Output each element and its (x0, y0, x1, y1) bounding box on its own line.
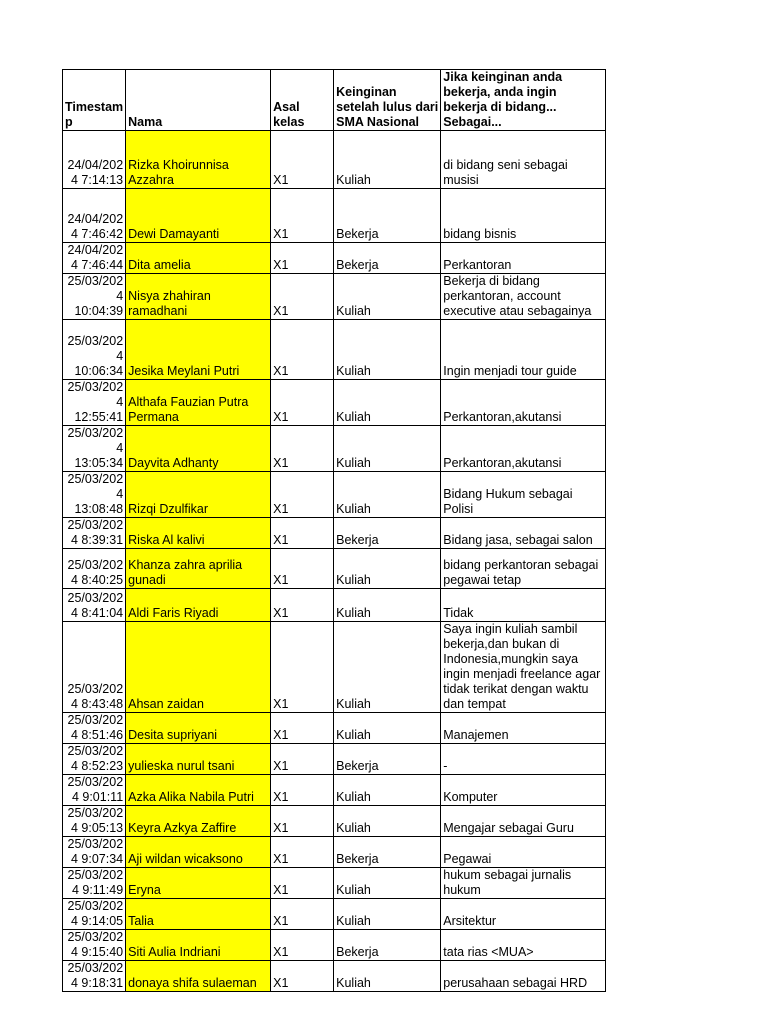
cell-nama: Aji wildan wicaksono (126, 837, 271, 868)
cell-asal-kelas: X1 (271, 189, 334, 243)
table-row (63, 775, 606, 806)
cell-timestamp: 25/03/202 4 9:11:49 (63, 868, 126, 899)
cell-keterangan: Komputer (441, 775, 606, 806)
table-row (63, 426, 606, 472)
table-row (63, 589, 606, 622)
cell-keterangan: tata rias <MUA> (441, 930, 606, 961)
cell-timestamp: 25/03/202 4 8:43:48 (63, 622, 126, 713)
cell-timestamp: 25/03/202 4 8:39:31 (63, 518, 126, 549)
cell-keterangan: Mengajar sebagai Guru (441, 806, 606, 837)
cell-nama: Nisya zhahiran ramadhani (126, 274, 271, 320)
cell-keinginan: Kuliah (334, 961, 441, 992)
cell-nama: Dita amelia (126, 243, 271, 274)
cell-asal-kelas: X1 (271, 243, 334, 274)
cell-keterangan: hukum sebagai jurnalis hukum (441, 868, 606, 899)
cell-asal-kelas: X1 (271, 622, 334, 713)
cell-keinginan: Kuliah (334, 380, 441, 426)
cell-timestamp: 25/03/202 4 9:15:40 (63, 930, 126, 961)
cell-keinginan: Kuliah (334, 713, 441, 744)
cell-nama: donaya shifa sulaeman (126, 961, 271, 992)
cell-nama: Talia (126, 899, 271, 930)
cell-keinginan: Kuliah (334, 131, 441, 189)
cell-keinginan: Bekerja (334, 744, 441, 775)
header-row (63, 70, 606, 131)
cell-nama: Riska Al kalivi (126, 518, 271, 549)
cell-asal-kelas: X1 (271, 713, 334, 744)
cell-keterangan: Perkantoran,akutansi (441, 426, 606, 472)
cell-timestamp: 25/03/202 4 9:18:31 (63, 961, 126, 992)
cell-keinginan: Kuliah (334, 775, 441, 806)
cell-keterangan: Bidang jasa, sebagai salon (441, 518, 606, 549)
cell-timestamp: 25/03/202 4 10:06:34 (63, 320, 126, 380)
cell-keinginan: Kuliah (334, 472, 441, 518)
cell-asal-kelas: X1 (271, 589, 334, 622)
table-row (63, 274, 606, 320)
cell-nama: Desita supriyani (126, 713, 271, 744)
cell-keterangan: Manajemen (441, 713, 606, 744)
cell-asal-kelas: X1 (271, 320, 334, 380)
cell-keterangan: perusahaan sebagai HRD (441, 961, 606, 992)
header-asal-kelas: Asal kelas (271, 70, 334, 131)
cell-timestamp: 25/03/202 4 8:41:04 (63, 589, 126, 622)
cell-keinginan: Kuliah (334, 426, 441, 472)
cell-timestamp: 25/03/202 4 8:51:46 (63, 713, 126, 744)
cell-nama: Dayvita Adhanty (126, 426, 271, 472)
cell-keterangan: Tidak (441, 589, 606, 622)
cell-keinginan: Bekerja (334, 243, 441, 274)
cell-nama: Khanza zahra aprilia gunadi (126, 549, 271, 589)
cell-keterangan: Perkantoran,akutansi (441, 380, 606, 426)
cell-nama: yulieska nurul tsani (126, 744, 271, 775)
cell-nama: Althafa Fauzian Putra Permana (126, 380, 271, 426)
cell-keterangan: Arsitektur (441, 899, 606, 930)
cell-timestamp: 25/03/202 4 9:05:13 (63, 806, 126, 837)
cell-keterangan: Ingin menjadi tour guide (441, 320, 606, 380)
table-row (63, 518, 606, 549)
cell-asal-kelas: X1 (271, 930, 334, 961)
table-row (63, 899, 606, 930)
cell-asal-kelas: X1 (271, 274, 334, 320)
cell-timestamp: 25/03/202 4 9:01:11 (63, 775, 126, 806)
cell-keinginan: Bekerja (334, 189, 441, 243)
cell-timestamp: 25/03/202 4 8:40:25 (63, 549, 126, 589)
cell-keterangan: bidang perkantoran sebagai pegawai tetap (441, 549, 606, 589)
cell-timestamp: 24/04/202 4 7:46:42 (63, 189, 126, 243)
cell-nama: Dewi Damayanti (126, 189, 271, 243)
cell-nama: Ahsan zaidan (126, 622, 271, 713)
cell-keinginan: Kuliah (334, 899, 441, 930)
cell-asal-kelas: X1 (271, 806, 334, 837)
cell-keterangan: Bekerja di bidang perkantoran, account executive atau sebagainya (441, 274, 606, 320)
header-jika: Jika keinginan anda bekerja, anda ingin bekerja di bidang... Sebagai... (441, 70, 606, 131)
cell-asal-kelas: X1 (271, 380, 334, 426)
cell-timestamp: 25/03/202 4 12:55:41 (63, 380, 126, 426)
cell-nama: Aldi Faris Riyadi (126, 589, 271, 622)
table-row (63, 131, 606, 189)
cell-keinginan: Kuliah (334, 589, 441, 622)
cell-keinginan: Kuliah (334, 868, 441, 899)
table-row (63, 961, 606, 992)
table-row (63, 549, 606, 589)
cell-keterangan: Bidang Hukum sebagai Polisi (441, 472, 606, 518)
cell-asal-kelas: X1 (271, 744, 334, 775)
table-row (63, 189, 606, 243)
header-nama: Nama (126, 70, 271, 131)
header-timestamp: Timestam p (63, 70, 126, 131)
cell-timestamp: 25/03/202 4 8:52:23 (63, 744, 126, 775)
cell-keinginan: Kuliah (334, 274, 441, 320)
cell-timestamp: 25/03/202 4 9:14:05 (63, 899, 126, 930)
cell-asal-kelas: X1 (271, 549, 334, 589)
cell-keterangan: Pegawai (441, 837, 606, 868)
table-row (63, 320, 606, 380)
table-row (63, 806, 606, 837)
cell-timestamp: 25/03/202 4 13:05:34 (63, 426, 126, 472)
table-row (63, 837, 606, 868)
cell-asal-kelas: X1 (271, 899, 334, 930)
table-row (63, 868, 606, 899)
table-row (63, 472, 606, 518)
cell-asal-kelas: X1 (271, 426, 334, 472)
cell-timestamp: 25/03/202 4 13:08:48 (63, 472, 126, 518)
cell-keinginan: Bekerja (334, 930, 441, 961)
cell-keinginan: Kuliah (334, 622, 441, 713)
table-row (63, 243, 606, 274)
cell-nama: Keyra Azkya Zaffire (126, 806, 271, 837)
cell-keterangan: Saya ingin kuliah sambil bekerja,dan bukan di Indonesia,mungkin saya ingin menjadi freelance agar tidak terikat dengan waktu dan tempat (441, 622, 606, 713)
cell-asal-kelas: X1 (271, 837, 334, 868)
cell-keterangan: bidang bisnis (441, 189, 606, 243)
table-row (63, 713, 606, 744)
cell-keterangan: di bidang seni sebagai musisi (441, 131, 606, 189)
cell-timestamp: 24/04/202 4 7:46:44 (63, 243, 126, 274)
table-row (63, 930, 606, 961)
cell-keinginan: Kuliah (334, 320, 441, 380)
cell-timestamp: 25/03/202 4 10:04:39 (63, 274, 126, 320)
cell-nama: Rizka Khoirunnisa Azzahra (126, 131, 271, 189)
table-row (63, 622, 606, 713)
cell-asal-kelas: X1 (271, 131, 334, 189)
cell-asal-kelas: X1 (271, 961, 334, 992)
table-row (63, 744, 606, 775)
cell-keinginan: Kuliah (334, 549, 441, 589)
table-row (63, 380, 606, 426)
spreadsheet-table (62, 69, 606, 992)
cell-keinginan: Bekerja (334, 837, 441, 868)
cell-keinginan: Kuliah (334, 806, 441, 837)
cell-keterangan: - (441, 744, 606, 775)
header-keinginan: Keinginan setelah lulus dari SMA Nasional (334, 70, 441, 131)
cell-asal-kelas: X1 (271, 472, 334, 518)
cell-keinginan: Bekerja (334, 518, 441, 549)
cell-asal-kelas: X1 (271, 518, 334, 549)
cell-timestamp: 24/04/202 4 7:14:13 (63, 131, 126, 189)
cell-nama: Jesika Meylani Putri (126, 320, 271, 380)
cell-nama: Siti Aulia Indriani (126, 930, 271, 961)
cell-asal-kelas: X1 (271, 775, 334, 806)
cell-nama: Eryna (126, 868, 271, 899)
cell-nama: Rizqi Dzulfikar (126, 472, 271, 518)
cell-asal-kelas: X1 (271, 868, 334, 899)
cell-timestamp: 25/03/202 4 9:07:34 (63, 837, 126, 868)
cell-nama: Azka Alika Nabila Putri (126, 775, 271, 806)
cell-keterangan: Perkantoran (441, 243, 606, 274)
